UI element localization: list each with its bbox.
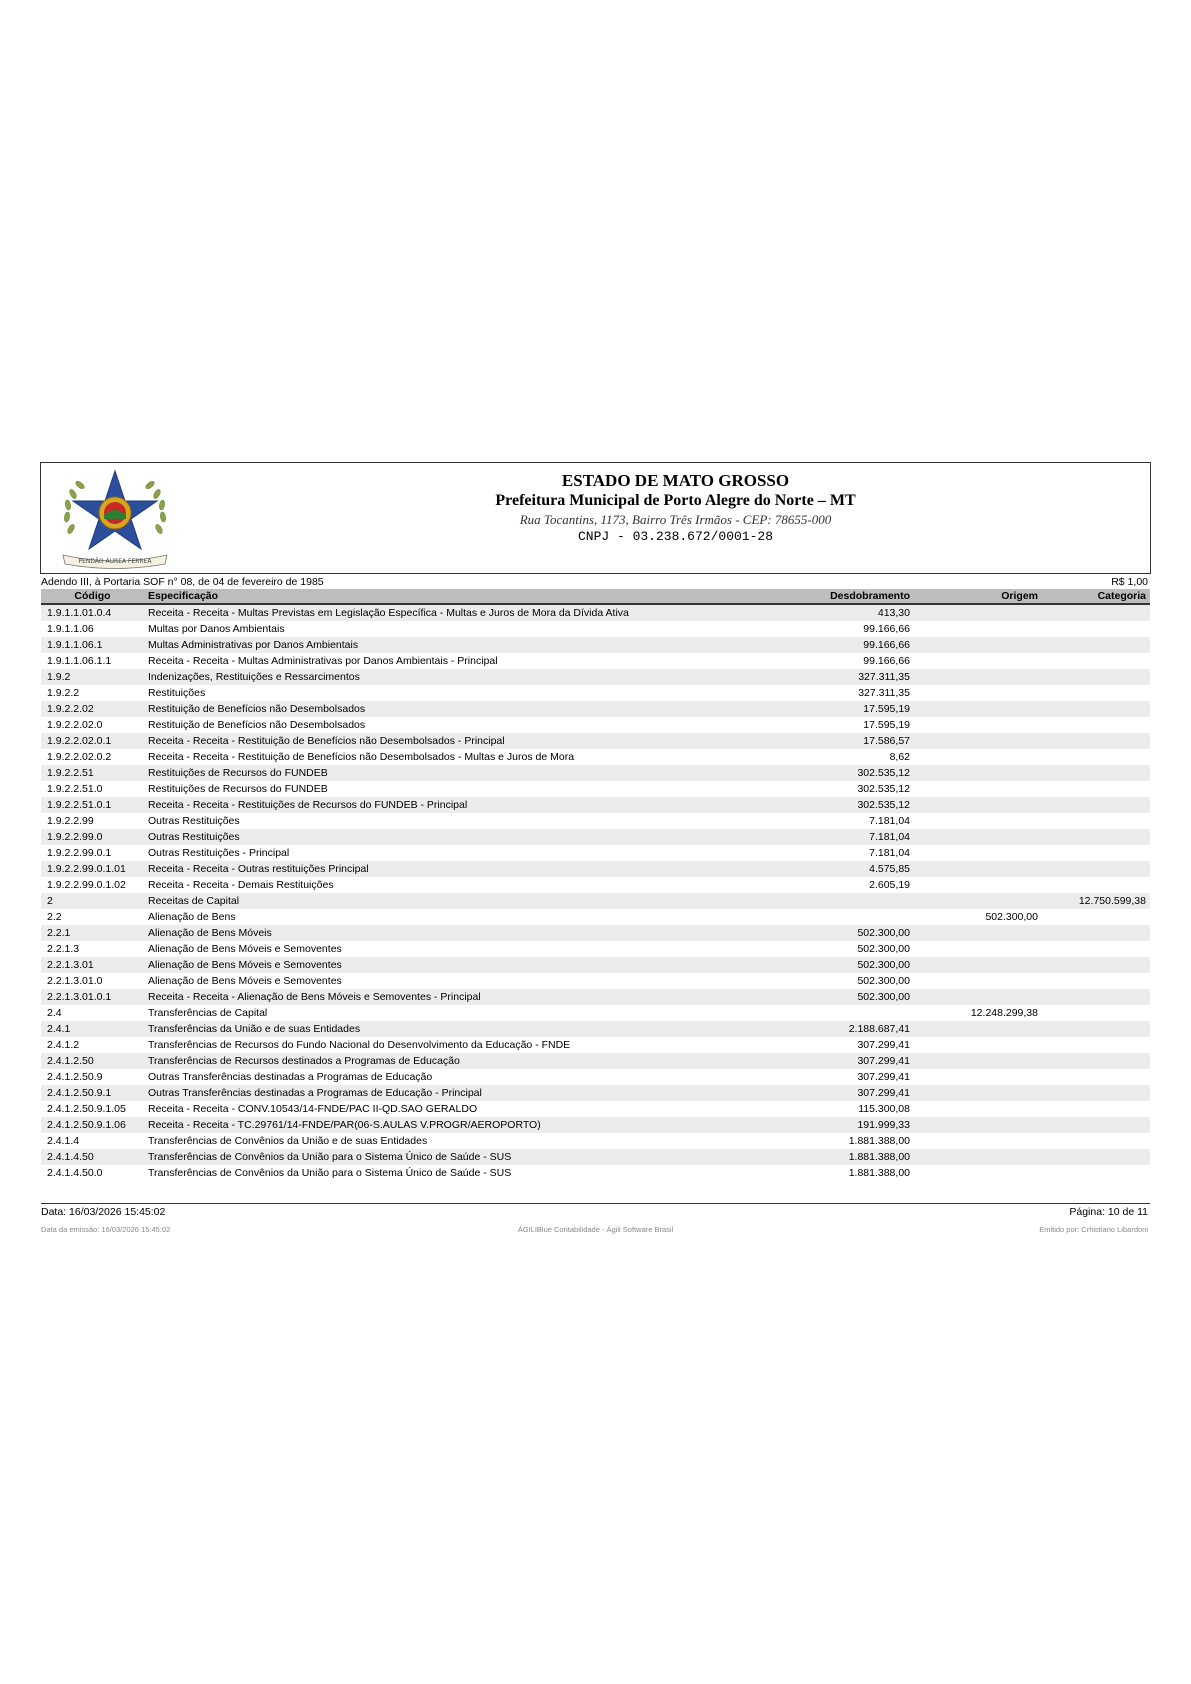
cell-desdobramento: 502.300,00 xyxy=(857,975,910,987)
cell-especificacao: Receita - Receita - Outras restituições Principal xyxy=(144,861,664,877)
table-row xyxy=(41,669,1150,685)
cell-codigo: 1.9.2.2 xyxy=(47,687,80,699)
cell-especificacao: Indenizações, Restituições e Ressarcimentos xyxy=(144,669,664,685)
cell-origem xyxy=(914,797,1042,813)
cell-desdobramento: 99.166,66 xyxy=(664,637,914,653)
cell-codigo: 1.9.2.2.99.0.1.01 xyxy=(41,861,144,877)
cell-codigo: 1.9.2.2.02 xyxy=(41,701,144,717)
cell-origem xyxy=(914,893,1042,909)
table-row xyxy=(41,701,1150,717)
table-row xyxy=(41,1053,1150,1069)
cell-categoria xyxy=(1042,701,1150,717)
cell-especificacao: Receitas de Capital xyxy=(144,893,664,909)
table-header-row xyxy=(41,589,1150,604)
col-codigo: Código xyxy=(41,589,144,604)
cell-especificacao: Restituição de Benefícios não Desembolsados xyxy=(148,719,366,731)
software-name: ÁGILIBlue Contabilidade - Ágili Software Brasil xyxy=(517,1225,674,1234)
cell-codigo: 1.9.2.2.99 xyxy=(47,815,94,827)
cell-especificacao: Alienação de Bens Móveis e Semoventes xyxy=(148,975,342,987)
cell-origem xyxy=(914,813,1042,829)
cell-categoria xyxy=(1042,957,1150,973)
emblem-motto: PENDÃO ÁUREA FERREA xyxy=(78,558,152,565)
cell-desdobramento: 2.188.687,41 xyxy=(664,1021,914,1037)
cell-desdobramento: 307.299,41 xyxy=(664,1053,914,1069)
table-row xyxy=(41,637,1150,653)
cell-especificacao: Receita - Receita - Multas Previstas em Legislação Específica - Multas e Juros de Mora da Dívida Ativa xyxy=(144,604,664,621)
cell-especificacao: Receita - Receita - Restituição de Benefícios não Desembolsados - Principal xyxy=(144,733,664,749)
cell-origem: 12.248.299,38 xyxy=(970,1007,1038,1019)
table-row xyxy=(41,909,1150,925)
cell-origem xyxy=(914,653,1042,669)
cell-desdobramento: 8,62 xyxy=(889,751,910,763)
cell-especificacao: Receita - Receita - Multas Administrativas por Danos Ambientais - Principal xyxy=(148,655,498,667)
table-row xyxy=(41,733,1150,749)
cell-desdobramento: 1.881.388,00 xyxy=(848,1167,910,1179)
cell-especificacao: Transferências de Recursos destinados a Programas de Educação xyxy=(144,1053,664,1069)
cell-origem xyxy=(914,973,1042,989)
cell-codigo: 1.9.1.1.06.1 xyxy=(41,637,144,653)
cell-codigo: 1.9.1.1.01.0.4 xyxy=(41,604,144,621)
cell-origem xyxy=(914,845,1042,861)
cell-codigo: 1.9.2 xyxy=(41,669,144,685)
cell-categoria xyxy=(1042,1085,1150,1101)
cell-desdobramento: 17.595,19 xyxy=(863,719,910,731)
cell-codigo: 2 xyxy=(41,893,144,909)
cell-especificacao: Receita - Receita - Demais Restituições xyxy=(148,879,334,891)
cell-categoria xyxy=(1042,1021,1150,1037)
cell-categoria xyxy=(1042,1053,1150,1069)
cell-categoria xyxy=(1042,1069,1150,1085)
cell-desdobramento: 7.181,04 xyxy=(869,815,910,827)
cell-codigo: 1.9.2.2.02.0.2 xyxy=(47,751,112,763)
cell-origem xyxy=(914,701,1042,717)
cell-origem xyxy=(914,1069,1042,1085)
cell-categoria xyxy=(1042,685,1150,701)
table-row xyxy=(41,829,1150,845)
cell-categoria xyxy=(1042,669,1150,685)
table-row xyxy=(41,845,1150,861)
table-row xyxy=(41,765,1150,781)
cell-codigo: 1.9.1.1.06 xyxy=(47,623,94,635)
cell-categoria xyxy=(1042,1117,1150,1133)
cell-desdobramento: 413,30 xyxy=(664,604,914,621)
cell-categoria xyxy=(1042,717,1150,733)
cell-codigo: 2.4.1.4.50.0 xyxy=(47,1167,103,1179)
cell-origem xyxy=(914,1133,1042,1149)
cell-desdobramento: 99.166,66 xyxy=(863,655,910,667)
table-row xyxy=(41,1021,1150,1037)
cell-categoria xyxy=(1042,1037,1150,1053)
cell-origem xyxy=(914,669,1042,685)
cell-codigo: 1.9.2.2.99.0.1 xyxy=(47,847,112,859)
report-header xyxy=(40,462,1151,574)
cell-categoria xyxy=(1042,925,1150,941)
cell-origem xyxy=(914,877,1042,893)
cell-desdobramento xyxy=(664,1005,914,1021)
currency-unit: R$ 1,00 xyxy=(1111,576,1148,588)
table-row xyxy=(41,653,1150,669)
footer-date: Data: 16/03/2026 15:45:02 xyxy=(41,1206,166,1218)
cell-desdobramento: 7.181,04 xyxy=(664,829,914,845)
cell-codigo: 2.2.1.3.01 xyxy=(41,957,144,973)
address: Rua Tocantins, 1173, Bairro Três Irmãos - CEP: 78655-000 xyxy=(519,512,832,527)
col-desdobramento: Desdobramento xyxy=(664,589,914,604)
cell-codigo: 1.9.2.2.02.0.1 xyxy=(41,733,144,749)
cell-codigo: 2.2.1.3.01.0.1 xyxy=(41,989,144,1005)
table-row xyxy=(41,621,1150,637)
cell-origem xyxy=(914,749,1042,765)
cell-desdobramento: 17.586,57 xyxy=(664,733,914,749)
cell-especificacao: Transferências de Convênios da União e de suas Entidades xyxy=(148,1135,428,1147)
table-row xyxy=(41,813,1150,829)
table-row xyxy=(41,925,1150,941)
cell-desdobramento: 1.881.388,00 xyxy=(848,1135,910,1147)
cell-desdobramento: 327.311,35 xyxy=(858,687,910,699)
cell-categoria xyxy=(1042,653,1150,669)
cell-desdobramento: 115.300,08 xyxy=(858,1103,910,1115)
cell-origem xyxy=(914,941,1042,957)
cell-origem xyxy=(914,621,1042,637)
cell-especificacao: Outras Restituições - Principal xyxy=(148,847,290,859)
cell-especificacao: Transferências da União e de suas Entidades xyxy=(144,1021,664,1037)
cell-origem xyxy=(914,1165,1042,1181)
table-row xyxy=(41,973,1150,989)
table-row xyxy=(41,1085,1150,1101)
cell-origem xyxy=(914,1101,1042,1117)
cell-desdobramento: 99.166,66 xyxy=(863,623,910,635)
cell-codigo: 1.9.2.2.99.0 xyxy=(41,829,144,845)
table-row xyxy=(41,1069,1150,1085)
cell-categoria xyxy=(1042,749,1150,765)
cell-origem xyxy=(914,637,1042,653)
cell-codigo: 2.4.1.2.50.9.1 xyxy=(41,1085,144,1101)
table-row xyxy=(41,604,1150,621)
cell-categoria xyxy=(1042,813,1150,829)
cell-codigo: 2.4.1.4 xyxy=(47,1135,80,1147)
cell-especificacao: Receita - Receita - Alienação de Bens Móveis e Semoventes - Principal xyxy=(144,989,664,1005)
cell-especificacao: Outras Transferências destinadas a Programas de Educação - Principal xyxy=(144,1085,664,1101)
col-categoria: Categoria xyxy=(1042,589,1150,604)
cell-especificacao: Receita - Receita - CONV.10543/14-FNDE/PAC II-QD.SAO GERALDO xyxy=(148,1103,478,1115)
table-row xyxy=(41,989,1150,1005)
cell-codigo: 1.9.1.1.06.1.1 xyxy=(47,655,112,667)
cell-desdobramento: 502.300,00 xyxy=(664,957,914,973)
cell-origem xyxy=(914,957,1042,973)
table-row xyxy=(41,749,1150,765)
cell-codigo: 2.2.1 xyxy=(41,925,144,941)
cell-codigo: 2.2 xyxy=(47,911,62,923)
cell-codigo: 1.9.2.2.51 xyxy=(41,765,144,781)
cell-desdobramento: 17.595,19 xyxy=(664,701,914,717)
table-row xyxy=(41,877,1150,893)
cell-desdobramento: 2.605,19 xyxy=(869,879,910,891)
cell-desdobramento: 307.299,41 xyxy=(857,1071,910,1083)
cell-especificacao: Outras Restituições xyxy=(148,815,240,827)
state-title: ESTADO DE MATO GROSSO xyxy=(561,471,790,490)
cell-codigo: 2.4.1 xyxy=(41,1021,144,1037)
cell-origem xyxy=(914,1037,1042,1053)
cell-origem xyxy=(914,1117,1042,1133)
cell-especificacao: Transferências de Convênios da União para o Sistema Único de Saúde - SUS xyxy=(148,1167,512,1179)
cell-origem xyxy=(914,1085,1042,1101)
cell-categoria xyxy=(1042,1165,1150,1181)
cell-especificacao: Receita - Receita - Restituição de Benefícios não Desembolsados - Multas e Juros de Mora xyxy=(148,751,575,763)
cell-especificacao: Receita - Receita - Restituições de Recursos do FUNDEB - Principal xyxy=(144,797,664,813)
cell-desdobramento: 327.311,35 xyxy=(664,669,914,685)
cell-especificacao: Restituições de Recursos do FUNDEB xyxy=(144,765,664,781)
cell-desdobramento: 191.999,33 xyxy=(664,1117,914,1133)
cell-especificacao: Multas Administrativas por Danos Ambientais xyxy=(144,637,664,653)
municipality-title: Prefeitura Municipal de Porto Alegre do Norte – MT xyxy=(495,492,856,509)
cell-especificacao: Restituições de Recursos do FUNDEB xyxy=(148,783,328,795)
table-row xyxy=(41,1165,1150,1181)
cell-origem xyxy=(914,861,1042,877)
cell-origem xyxy=(914,765,1042,781)
cell-origem xyxy=(914,989,1042,1005)
cell-categoria xyxy=(1042,861,1150,877)
table-row xyxy=(41,685,1150,701)
cell-origem xyxy=(914,685,1042,701)
cell-especificacao: Outras Restituições xyxy=(144,829,664,845)
cell-desdobramento xyxy=(664,909,914,925)
table-row xyxy=(41,797,1150,813)
cell-especificacao: Transferências de Recursos do Fundo Nacional do Desenvolvimento da Educação - FNDE xyxy=(148,1039,571,1051)
table-row xyxy=(41,1149,1150,1165)
table-row xyxy=(41,941,1150,957)
cell-categoria xyxy=(1042,877,1150,893)
cell-especificacao: Alienação de Bens Móveis xyxy=(144,925,664,941)
cell-origem xyxy=(914,829,1042,845)
cell-desdobramento: 502.300,00 xyxy=(857,943,910,955)
table-row xyxy=(41,1133,1150,1149)
table-row xyxy=(41,781,1150,797)
cell-especificacao: Restituição de Benefícios não Desembolsados xyxy=(144,701,664,717)
cell-categoria xyxy=(1042,909,1150,925)
cell-desdobramento: 4.575,85 xyxy=(664,861,914,877)
cell-codigo: 2.4 xyxy=(47,1007,62,1019)
table-row xyxy=(41,861,1150,877)
cell-especificacao: Restituições xyxy=(148,687,206,699)
cell-desdobramento: 1.881.388,00 xyxy=(664,1149,914,1165)
revenue-table xyxy=(41,589,1150,1181)
cell-origem xyxy=(914,781,1042,797)
footer-page: Página: 10 de 11 xyxy=(1069,1206,1148,1218)
cell-categoria xyxy=(1042,637,1150,653)
cell-origem xyxy=(914,925,1042,941)
cell-codigo: 2.2.1.3.01.0 xyxy=(47,975,103,987)
cell-categoria xyxy=(1042,829,1150,845)
cell-desdobramento: 302.535,12 xyxy=(664,797,914,813)
cell-categoria xyxy=(1042,765,1150,781)
cell-especificacao: Receita - Receita - TC.29761/14-FNDE/PAR(06-S.AULAS V.PROGR/AEROPORTO) xyxy=(144,1117,664,1133)
cell-desdobramento: 307.299,41 xyxy=(664,1085,914,1101)
table-row xyxy=(41,1117,1150,1133)
cell-codigo: 1.9.2.2.02.0 xyxy=(47,719,103,731)
emission-date: Data da emissão: 16/03/2026 15:45:02 xyxy=(41,1225,171,1234)
cell-categoria xyxy=(1042,1101,1150,1117)
cell-codigo: 2.4.1.2 xyxy=(47,1039,80,1051)
cnpj: CNPJ - 03.238.672/0001-28 xyxy=(577,529,774,544)
cell-especificacao: Multas por Danos Ambientais xyxy=(148,623,285,635)
table-row xyxy=(41,717,1150,733)
cell-desdobramento: 302.535,12 xyxy=(857,783,910,795)
cell-categoria xyxy=(1042,797,1150,813)
cell-categoria xyxy=(1042,604,1150,621)
cell-categoria xyxy=(1042,845,1150,861)
cell-categoria xyxy=(1042,733,1150,749)
table-row xyxy=(41,957,1150,973)
cell-categoria xyxy=(1042,1149,1150,1165)
cell-codigo: 1.9.2.2.99.0.1.02 xyxy=(47,879,126,891)
cell-codigo: 2.2.1.3 xyxy=(47,943,80,955)
cell-desdobramento: 502.300,00 xyxy=(664,989,914,1005)
cell-categoria xyxy=(1042,1133,1150,1149)
legal-reference: Adendo III, à Portaria SOF n° 08, de 04 de fevereiro de 1985 xyxy=(41,576,324,588)
cell-categoria xyxy=(1042,1005,1150,1021)
cell-desdobramento xyxy=(664,893,914,909)
cell-categoria xyxy=(1042,973,1150,989)
emitted-by: Emitido por: Crhistiano Libardoni xyxy=(1039,1225,1148,1234)
cell-desdobramento: 302.535,12 xyxy=(664,765,914,781)
cell-especificacao: Alienação de Bens xyxy=(148,911,236,923)
cell-categoria xyxy=(1042,941,1150,957)
cell-desdobramento: 7.181,04 xyxy=(869,847,910,859)
cell-categoria xyxy=(1042,989,1150,1005)
cell-codigo: 2.4.1.2.50.9.1.05 xyxy=(47,1103,126,1115)
cell-codigo: 2.4.1.4.50 xyxy=(41,1149,144,1165)
cell-especificacao: Transferências de Convênios da União para o Sistema Único de Saúde - SUS xyxy=(144,1149,664,1165)
cell-origem xyxy=(914,1021,1042,1037)
footer-divider xyxy=(41,1203,1150,1204)
cell-categoria: 12.750.599,38 xyxy=(1042,893,1150,909)
cell-origem xyxy=(914,604,1042,621)
cell-categoria xyxy=(1042,621,1150,637)
cell-desdobramento: 502.300,00 xyxy=(664,925,914,941)
cell-codigo: 2.4.1.2.50.9.1.06 xyxy=(41,1117,144,1133)
cell-codigo: 1.9.2.2.51.0 xyxy=(47,783,103,795)
table-row xyxy=(41,1037,1150,1053)
cell-origem xyxy=(914,733,1042,749)
col-origem: Origem xyxy=(914,589,1042,604)
cell-desdobramento: 307.299,41 xyxy=(857,1039,910,1051)
cell-especificacao: Alienação de Bens Móveis e Semoventes xyxy=(148,943,342,955)
cell-especificacao: Outras Transferências destinadas a Programas de Educação xyxy=(148,1071,433,1083)
table-row xyxy=(41,1101,1150,1117)
cell-especificacao: Transferências de Capital xyxy=(148,1007,268,1019)
report-subheader xyxy=(41,576,1150,588)
cell-codigo: 1.9.2.2.51.0.1 xyxy=(41,797,144,813)
col-especificacao: Especificação xyxy=(144,589,664,604)
cell-origem xyxy=(914,1053,1042,1069)
table-row xyxy=(41,893,1150,909)
cell-codigo: 2.4.1.2.50 xyxy=(41,1053,144,1069)
cell-categoria xyxy=(1042,781,1150,797)
cell-origem: 502.300,00 xyxy=(985,911,1038,923)
cell-especificacao: Alienação de Bens Móveis e Semoventes xyxy=(144,957,664,973)
cell-origem xyxy=(914,717,1042,733)
table-row xyxy=(41,1005,1150,1021)
cell-codigo: 2.4.1.2.50.9 xyxy=(47,1071,103,1083)
cell-origem xyxy=(914,1149,1042,1165)
